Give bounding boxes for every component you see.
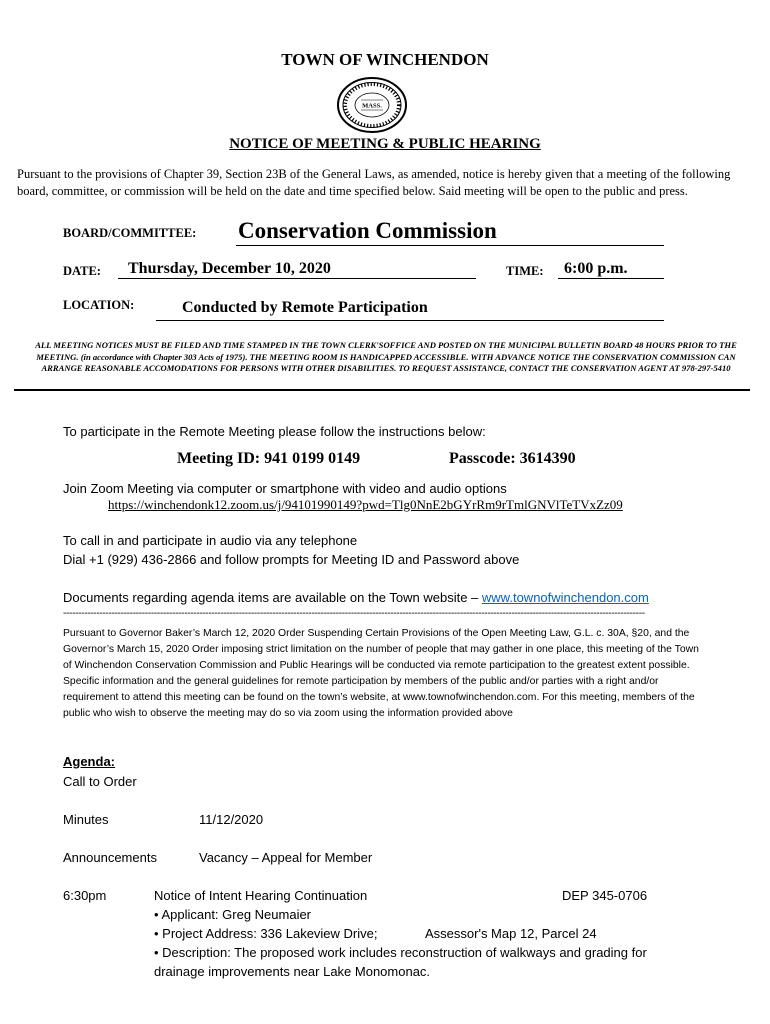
phone-number: Dial +1 (929) 436-2866 and follow prompts for Meeting ID and Password above [63, 552, 520, 567]
dashed-separator: ------------------------------------------------------------------------------------------------------------------------------------------------------------------------------------------------ [63, 609, 645, 619]
documents-text: Documents regarding agenda items are available on the Town website – [63, 590, 482, 605]
date-value: Thursday, December 10, 2020 [118, 259, 476, 279]
notice-title: NOTICE OF MEETING & PUBLIC HEARING [229, 136, 541, 152]
board-value: Conservation Commission [236, 216, 664, 246]
documents-line [63, 588, 649, 607]
time-value: 6:00 p.m. [558, 259, 664, 279]
meeting-id: Meeting ID: 941 0199 0149 [177, 450, 361, 467]
time-label: TIME: [506, 264, 544, 278]
hearing-description: • Description: The proposed work includes reconstruction of walkways and grading for [154, 945, 647, 960]
zoom-link[interactable]: https://winchendonk12.zoom.us/j/94101990149?pwd=Tlg0NnE2bGYrRm9rTmlGNVlTeTVxZz09 [108, 497, 623, 512]
date-label: DATE: [63, 264, 101, 278]
remote-instructions: To participate in the Remote Meeting please follow the instructions below: [63, 424, 486, 439]
hearing-dep-number: DEP 345-0706 [562, 888, 648, 903]
hearing-project-address: • Project Address: 336 Lakeview Drive; [154, 926, 378, 941]
seal-text: MASS. [362, 102, 382, 110]
location-label: LOCATION: [63, 298, 135, 312]
minutes-value: 11/12/2020 [199, 812, 264, 827]
minutes-label: Minutes [63, 812, 109, 827]
phone-instructions: To call in and participate in audio via any telephone [63, 533, 358, 548]
call-to-order: Call to Order [63, 774, 137, 789]
zoom-instructions: Join Zoom Meeting via computer or smartphone with video and audio options [63, 481, 507, 496]
town-seal-icon [335, 76, 409, 134]
passcode: Passcode: 3614390 [449, 450, 576, 467]
announcements-label: Announcements [63, 850, 157, 865]
board-label: BOARD/COMMITTEE: [63, 226, 197, 240]
governor-order-paragraph: Pursuant to Governor Baker’s March 12, 2020 Order Suspending Certain Provisions of the Open Meeting Law, G.L. c. 30A, §20, and the Governor’s March 15, 2020 Order imposing strict limitation on the number of people that may gather in one place, this meeting of the Town of Winchendon Conservation Commission and Public Hearings will be conducted via remote participation to the greatest extent possible. Specific information and the general guidelines for remote participation by members of the public and/or parties with a right and/or requirement to attend this meeting can be found on the town’s website, at www.townofwinchendon.com. For this meeting, members of the public who wish to observe the meeting may do so via zoom using the information provided above [63, 628, 699, 719]
announcements-value: Vacancy – Appeal for Member [199, 850, 373, 865]
fine-print: ALL MEETING NOTICES MUST BE FILED AND TIME STAMPED IN THE TOWN CLERK'SOFFICE AND POSTED ON THE MUNICIPAL BULLETIN BOARD 48 HOURS PRIOR TO THE MEETING. (in accordance with Chapter 303 Acts of 1975). THE MEETING ROOM IS HANDICAPPED ACCESSIBLE. WITH ADVANCE NOTICE THE CONSERVATION COMMISSION CAN ARRANGE REASONABLE ACCOMODATIONS FOR PERSONS WITH OTHER DISABILITIES. TO REQUEST ASSISTANCE, CONTACT THE CONSERVATION AGENT AT 978-297-5410 [35, 340, 737, 374]
hearing-time: 6:30pm [63, 888, 107, 903]
location-value: Conducted by Remote Participation [156, 296, 664, 321]
intro-paragraph: Pursuant to the provisions of Chapter 39, Section 23B of the General Laws, as amended, notice is hereby given that a meeting of the following board, committee, or commission will be held on the date and time specified below. Said meeting will be open to the public and press. [17, 167, 731, 198]
agenda-heading: Agenda: [63, 754, 115, 769]
hearing-title: Notice of Intent Hearing Continuation [154, 888, 368, 903]
town-title: TOWN OF WINCHENDON [281, 50, 489, 69]
hearing-description-cont: drainage improvements near Lake Monomonac. [154, 964, 431, 979]
town-website-link[interactable]: www.townofwinchendon.com [481, 590, 649, 605]
hearing-applicant: • Applicant: Greg Neumaier [154, 907, 312, 922]
hearing-assessor-map: Assessor's Map 12, Parcel 24 [425, 926, 597, 941]
divider [14, 389, 750, 391]
